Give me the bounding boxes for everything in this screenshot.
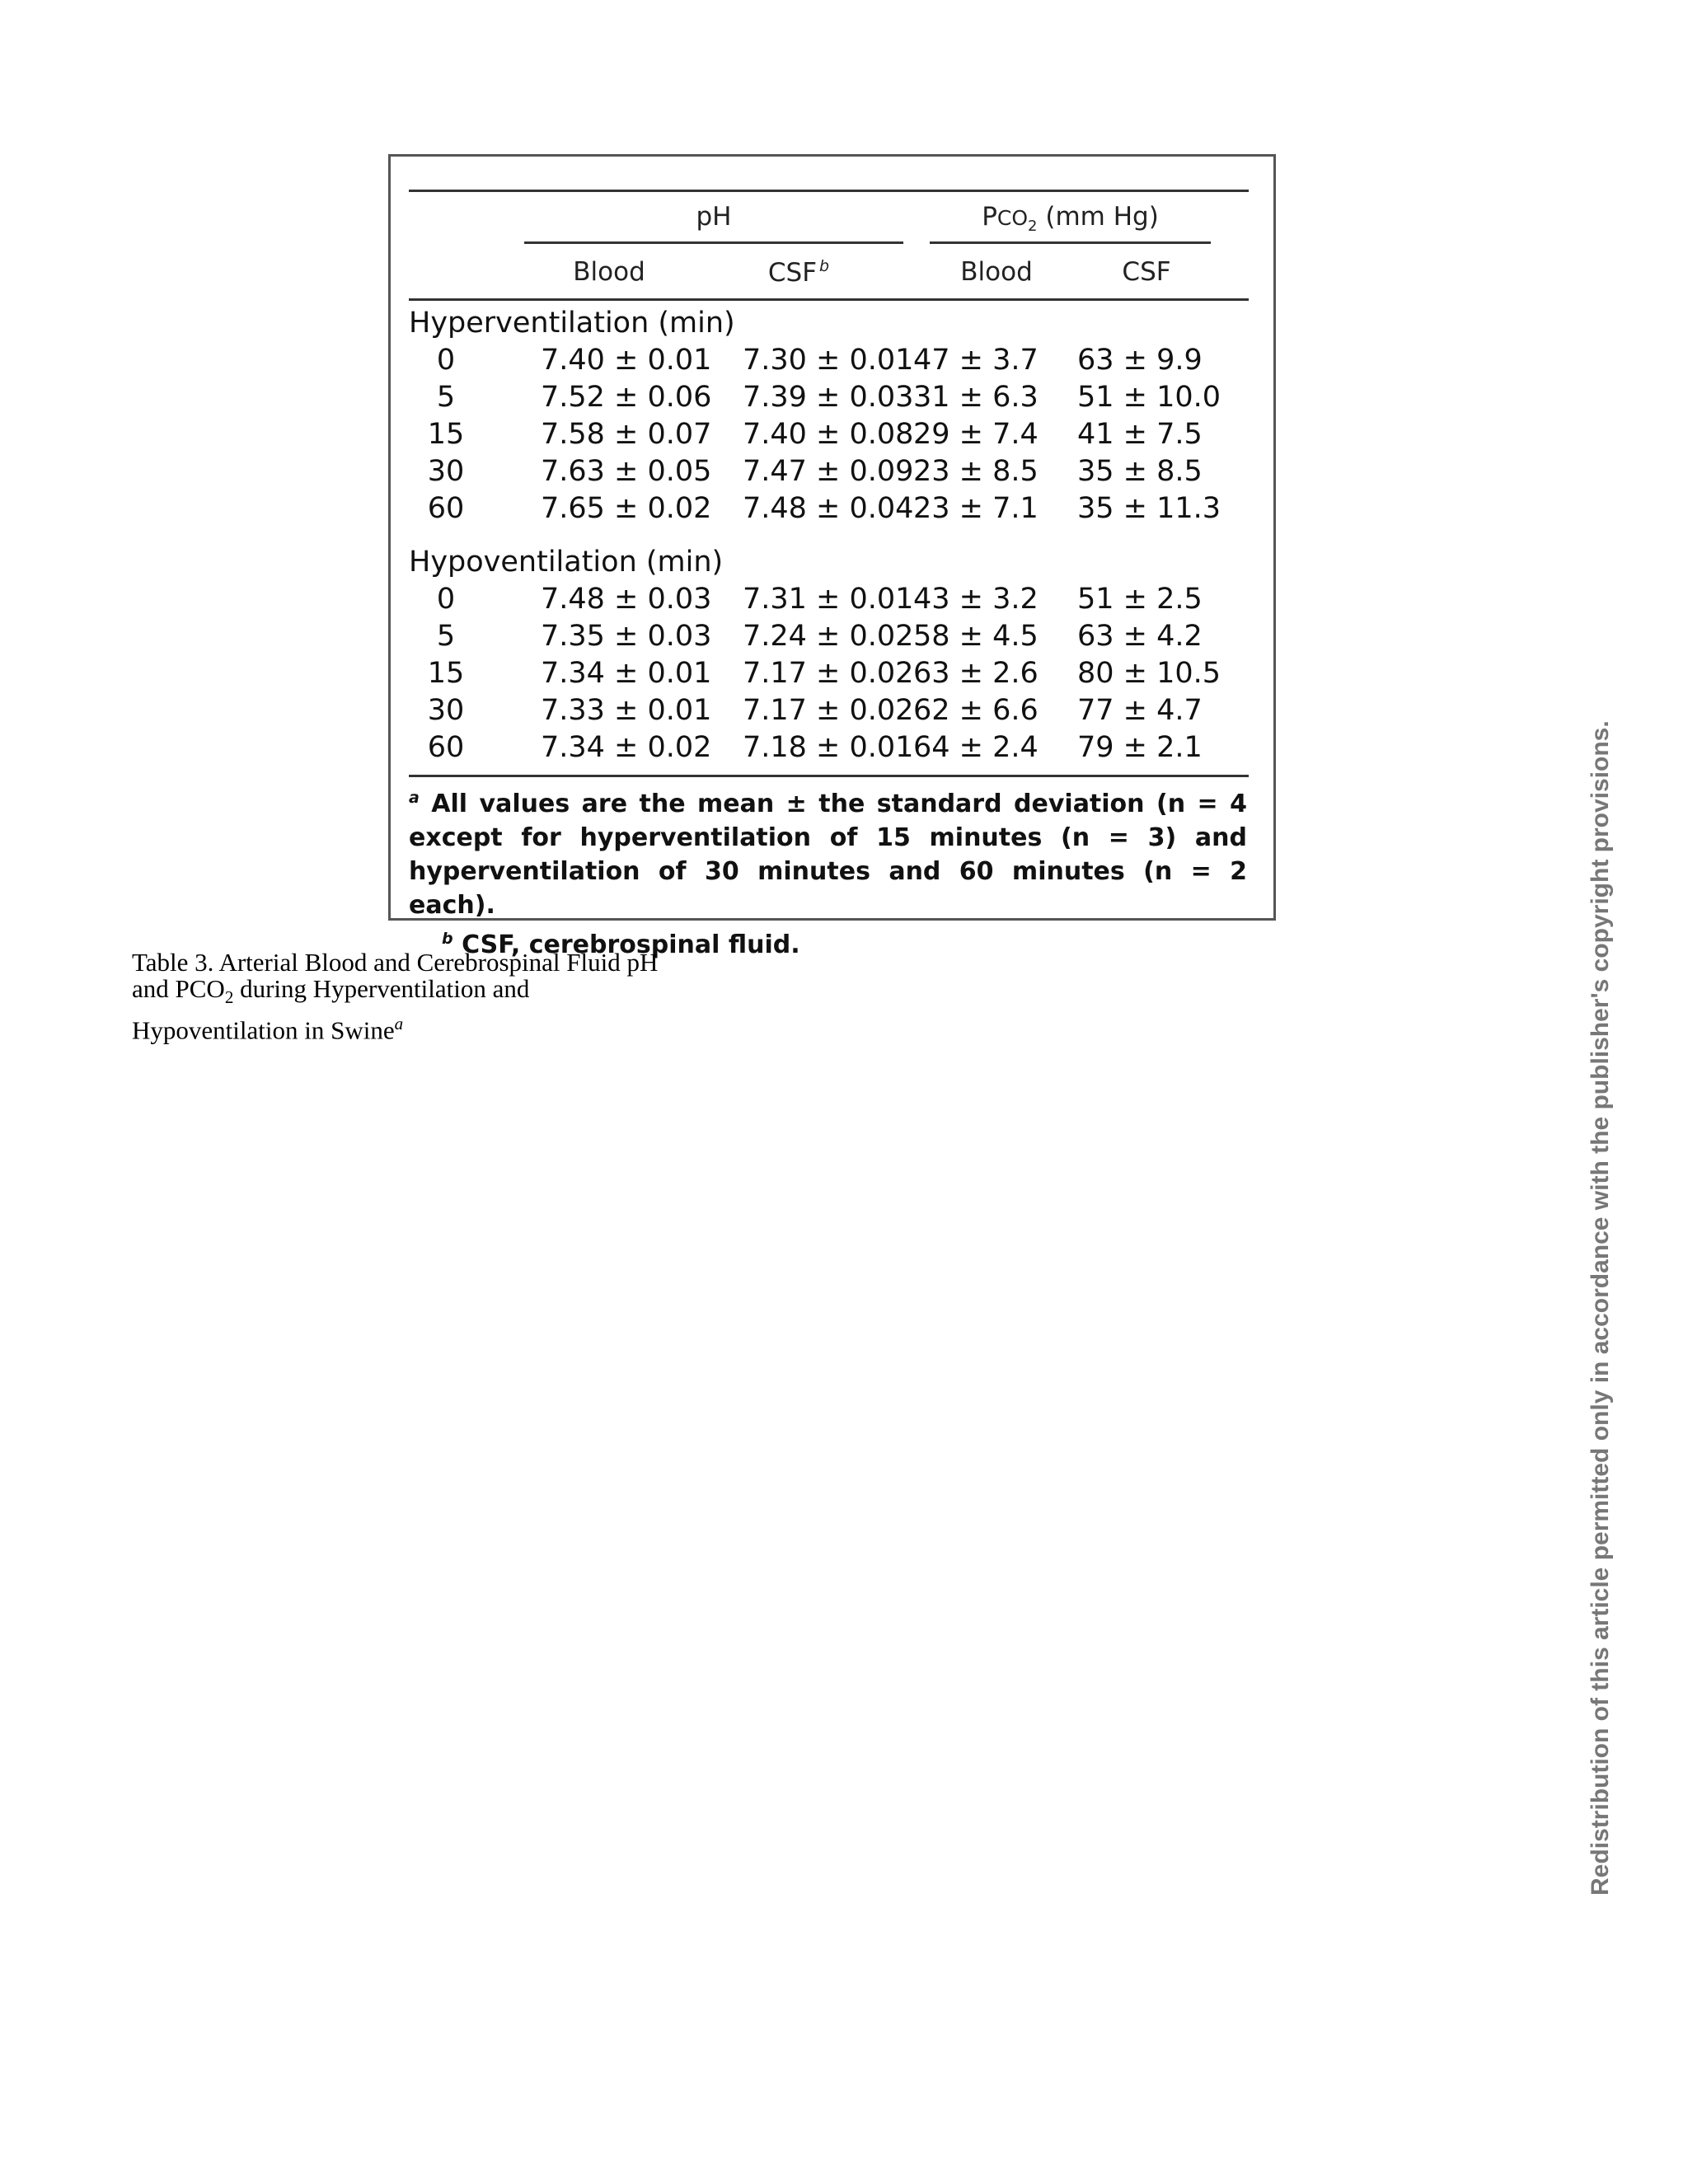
cell-time: 15 [427,418,465,451]
caption-line-2 [132,976,791,1010]
table-top-rule [409,190,1249,192]
cell-ph-blood: 7.58 ± 0.07 [541,418,712,451]
table-row [409,416,1265,453]
cell-ph-csf: 7.39 ± 0.03 [743,381,914,414]
cell-time: 5 [436,620,456,653]
cell-pco2-csf: 79 ± 2.1 [1077,731,1203,764]
cell-pco2-csf: 51 ± 2.5 [1077,583,1203,616]
caption-line-2-end: during Hyperventilation and [233,974,530,1003]
pco2-co: CO [996,206,1029,230]
cell-time: 15 [427,657,465,690]
data-table [388,154,1276,959]
cell-time: 60 [427,731,465,764]
cell-pco2-csf: 35 ± 11.3 [1077,492,1221,525]
cell-pco2-blood: 31 ± 6.3 [913,381,1039,414]
cell-ph-blood: 7.40 ± 0.01 [541,344,712,377]
col-pco2-csf: CSF [1122,257,1171,287]
pco2-prefix: P [982,202,997,232]
cell-pco2-blood: 23 ± 8.5 [913,455,1039,488]
cell-time: 30 [427,694,465,727]
cell-ph-csf: 7.48 ± 0.04 [743,492,914,525]
table-row [409,692,1265,729]
table-row [409,729,1265,766]
cell-pco2-blood: 58 ± 4.5 [913,620,1039,653]
table-row [409,618,1265,655]
caption-footnote-marker: a [394,1014,404,1034]
cell-pco2-csf: 63 ± 9.9 [1077,344,1203,377]
cell-pco2-csf: 63 ± 4.2 [1077,620,1203,653]
footnote-b-marker: b [442,930,453,948]
section-rows [409,581,1265,766]
cell-ph-blood: 7.48 ± 0.03 [541,583,712,616]
caption-line-2-start: and PCO [132,974,225,1003]
cell-pco2-csf: 35 ± 8.5 [1077,455,1203,488]
cell-ph-csf: 7.40 ± 0.08 [743,418,914,451]
cell-ph-blood: 7.33 ± 0.01 [541,694,712,727]
table-row [409,581,1265,618]
cell-pco2-blood: 43 ± 3.2 [913,583,1039,616]
cell-time: 30 [427,455,465,488]
col-ph-csf-footnote-marker: b [819,257,830,275]
cell-pco2-blood: 29 ± 7.4 [913,418,1039,451]
cell-ph-blood: 7.35 ± 0.03 [541,620,712,653]
cell-ph-blood: 7.52 ± 0.06 [541,381,712,414]
cell-pco2-csf: 41 ± 7.5 [1077,418,1203,451]
cell-pco2-blood: 23 ± 7.1 [913,492,1039,525]
pco2-span-rule [930,241,1211,244]
ph-span-rule [524,241,903,244]
section-hyperventilation [409,305,1265,527]
col-pco2-blood: Blood [960,257,1033,287]
table-row [409,655,1265,692]
cell-pco2-blood: 63 ± 2.6 [913,657,1039,690]
table-bottom-rule [409,775,1249,777]
table-row [409,490,1265,527]
col-ph-csf [720,257,877,288]
table-row [409,453,1265,490]
col-ph-blood: Blood [573,257,645,287]
pco2-subscript: 2 [1028,218,1038,236]
section-title: Hyperventilation (min) [409,307,735,340]
table-caption [132,949,791,1044]
cell-time: 5 [436,381,456,414]
ph-group-header: pH [696,202,732,232]
caption-line-3-text: Hypoventilation in Swine [132,1015,395,1045]
cell-pco2-csf: 51 ± 10.0 [1077,381,1221,414]
header-bottom-rule [409,298,1249,301]
section-title: Hypoventilation (min) [409,546,724,579]
cell-ph-csf: 7.30 ± 0.01 [743,344,914,377]
cell-ph-csf: 7.31 ± 0.01 [743,583,914,616]
table-row [409,342,1265,379]
copyright-notice-text: Redistribution of this article permitted only in accordance with the publisher's copyright provisions. [1587,720,1614,1896]
cell-ph-csf: 7.47 ± 0.09 [743,455,914,488]
cell-ph-blood: 7.63 ± 0.05 [541,455,712,488]
table-footnotes [409,781,1247,962]
cell-pco2-blood: 47 ± 3.7 [913,344,1039,377]
cell-time: 60 [427,492,465,525]
cell-ph-csf: 7.17 ± 0.02 [743,657,914,690]
footnote-a-marker: a [409,789,420,807]
section-rows [409,342,1265,527]
cell-ph-csf: 7.24 ± 0.02 [743,620,914,653]
footnote-a-text: All values are the mean ± the standard deviation (n = 4 except for hyperventilation of 15 minutes (n = 3) and hyperventilation of 30 minutes and 60 minutes (n = 2 each). [409,790,1247,920]
cell-time: 0 [436,583,456,616]
cell-ph-blood: 7.34 ± 0.02 [541,731,712,764]
cell-ph-csf: 7.18 ± 0.01 [743,731,914,764]
cell-pco2-blood: 64 ± 2.4 [913,731,1039,764]
cell-pco2-csf: 77 ± 4.7 [1077,694,1203,727]
cell-pco2-blood: 62 ± 6.6 [913,694,1039,727]
pco2-group-header [930,202,1211,235]
caption-line-3 [132,1010,791,1043]
table-row [409,379,1265,416]
cell-ph-blood: 7.34 ± 0.01 [541,657,712,690]
footnote-a [409,781,1247,922]
cell-time: 0 [436,344,456,377]
section-hypoventilation [409,544,1265,766]
cell-ph-blood: 7.65 ± 0.02 [541,492,712,525]
col-ph-csf-label: CSF [767,258,818,288]
footnote-b-text: CSF, cerebrospinal fluid. [462,930,800,959]
pco2-unit: (mm Hg) [1045,202,1159,232]
caption-line-1: Table 3. Arterial Blood and Cerebrospinal Fluid pH [132,948,659,977]
cell-pco2-csf: 80 ± 10.5 [1077,657,1221,690]
cell-ph-csf: 7.17 ± 0.02 [743,694,914,727]
caption-subscript: 2 [224,987,234,1008]
